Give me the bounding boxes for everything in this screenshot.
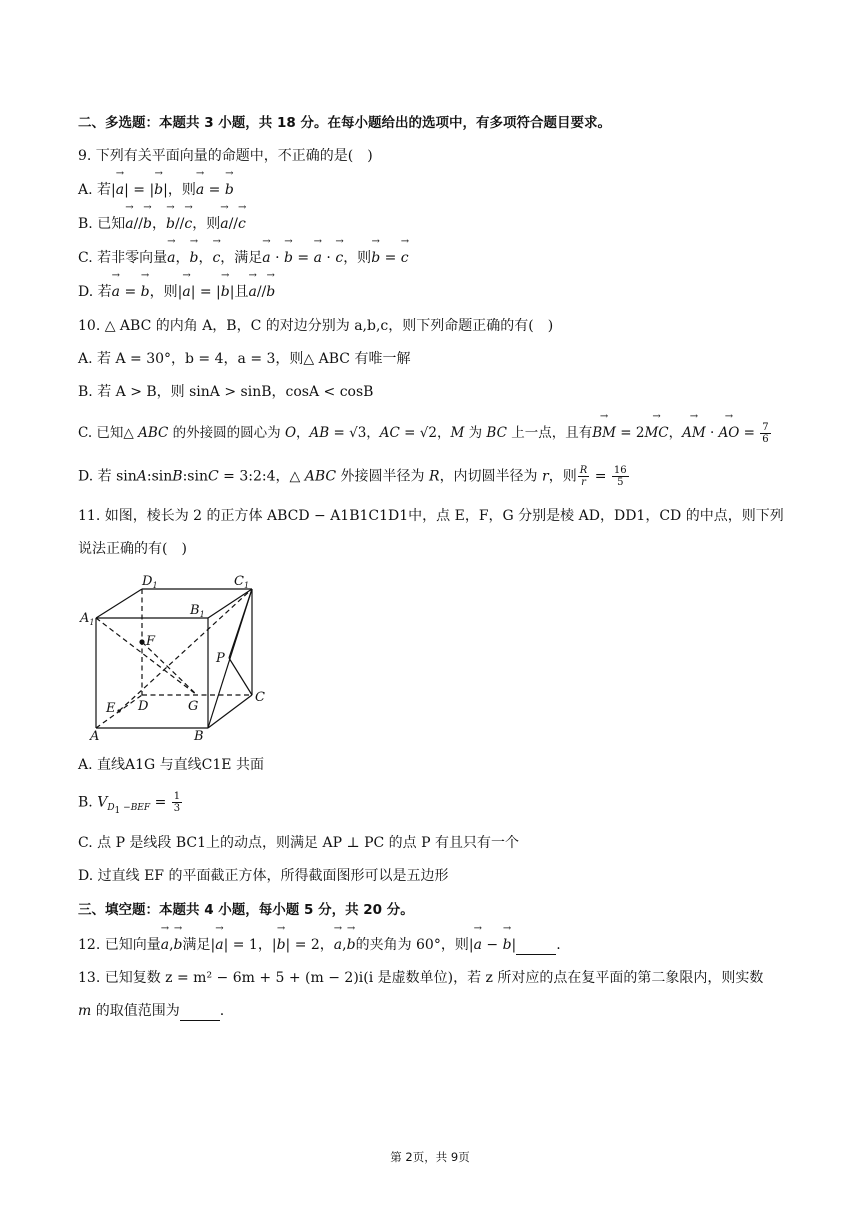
question-11-option-d: D. 过直线 EF 的平面截正方体，所得截面图形可以是五边形 [78, 868, 449, 884]
question-10-option-a: A. 若 A = 30°，b = 4，a = 3，则△ ABC 有唯一解 [78, 351, 411, 367]
question-10-stem: 10. △ ABC 的内角 A，B，C 的对边分别为 a,b,c，则下列命题正确的有( ) [78, 318, 554, 334]
question-9-stem: 9. 下列有关平面向量的命题中，不正确的是( ) [78, 148, 373, 164]
question-11-option-c: C. 点 P 是线段 BC1上的动点，则满足 AP ⊥ PC 的点 P 有且只有一个 [78, 835, 519, 851]
label-d: D [138, 699, 149, 714]
answer-blank-12 [516, 940, 556, 955]
question-9-option-a: A. 若|→ a| = |→ b|，则→ a = → b [78, 180, 234, 200]
label-a1: $A_1$ [80, 611, 95, 627]
question-9-option-d: D. 若→ a = → b，则|→ a| = |→ b|且→ a//→ b [78, 282, 275, 302]
question-9-option-b: B. 已知→ a//→ b，→ b//→ c，则→ a//→ c [78, 214, 246, 234]
question-11-stem-line1: 11. 如图，棱长为 2 的正方体 ABCD − A1B1C1D1中，点 E，F，G 分别是棱 AD，DD1，CD 的中点，则下列 [78, 508, 784, 524]
question-9-option-c: C. 若非零向量→ a，→ b，→ c，满足→ a · → b = → a · → c，则→ b = → c [78, 248, 409, 268]
question-13-line1: 13. 已知复数 z = m² − 6m + 5 + (m − 2)i(i 是虚数单位)，若 z 所对应的点在复平面的第二象限内，则实数 [78, 970, 764, 986]
section-heading-fill-in: 三、填空题：本题共 4 小题，每小题 5 分，共 20 分。 [78, 902, 414, 918]
answer-blank-13 [180, 1006, 220, 1021]
question-11-option-a: A. 直线A1G 与直线C1E 共面 [78, 757, 264, 773]
cube-figure [76, 570, 276, 742]
page-footer: 第 2页，共 9页 [390, 1150, 470, 1164]
question-11-stem-line2: 说法正确的有( ) [78, 541, 187, 557]
label-b: B [194, 729, 204, 742]
label-f: F [146, 634, 156, 649]
question-12: 12. 已知向量→ a,→ b满足|→ a| = 1，|→ b| = 2，→ a,→ b的夹角为 60°，则|→ a − → b| . [78, 935, 561, 955]
label-a: A [90, 729, 100, 742]
label-p: P [216, 651, 225, 666]
section-heading-multiple-choice: 二、多选题：本题共 3 小题，共 18 分。在每小题给出的选项中，有多项符合题目要求。 [78, 115, 611, 131]
question-11-option-b: B. $V_{D_1 -BEF}$ = $\frac{1}{3}$ [78, 791, 181, 817]
label-e: E [106, 701, 116, 716]
label-d1: $D_1$ [142, 574, 158, 590]
question-10-option-c: C. 已知△ ABC 的外接圆的圆心为 O，AB = √3，AC = √2，M 为 BC 上一点，且有→ BM = 2→ MC，→ AM · → AO = $\frac{7}{6}$ [78, 422, 772, 445]
question-10-option-b: B. 若 A > B，则 sinA > sinB，cosA < cosB [78, 384, 374, 400]
label-c1: $C_1$ [234, 574, 250, 590]
label-g: G [188, 699, 199, 714]
label-b1: $B_1$ [190, 603, 205, 619]
point-e-dot [117, 709, 120, 712]
point-f-dot [139, 639, 144, 644]
question-13-line2: m 的取值范围为 . [78, 1003, 225, 1019]
label-c: C [255, 690, 265, 705]
question-10-option-d: D. 若 sinA:sinB:sinC = 3:2:4，△ ABC 外接圆半径为 R，内切圆半径为 r，则 $\frac{R}{r}$ = $\frac{16}{5}$ [78, 465, 627, 488]
